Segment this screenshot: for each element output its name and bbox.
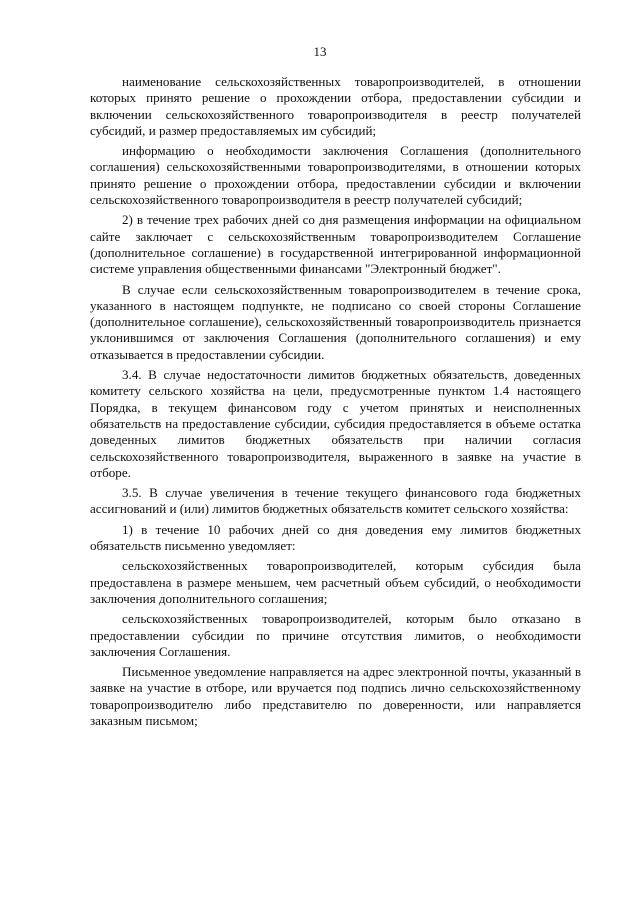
paragraph: 3.5. В случае увеличения в течение текущего финансового года бюджетных ассигнований и (или) лимитов бюджетных обязательств комитет сельского хозяйства:	[90, 485, 581, 517]
paragraph: 3.4. В случае недостаточности лимитов бюджетных обязательств, доведенных комитету сельского хозяйства на цели, предусмотренные пунктом 1.4 настоящего Порядка, в текущем финансовом году с учетом принятых и неисполненных обязательств на предоставление субсидии, субсидия предоставляется в объеме остатка доведенных лимитов бюджетных обязательств при наличии согласия сельскохозяйственного товаропроизводителя, выраженного в заявке на участие в отборе.	[90, 367, 581, 480]
page-number: 13	[313, 44, 327, 59]
paragraph: наименование сельскохозяйственных товаропроизводителей, в отношении которых принято решение о прохождении отбора, предоставлении субсидии и включении сельскохозяйственного товаропроизводителя в реестр получателей субсидий, и размер предоставляемых им субсидий;	[90, 74, 581, 138]
paragraph: информацию о необходимости заключения Соглашения (дополнительного соглашения) сельскохозяйственными товаропроизводителями, в отношении которых принято решение о прохождении отбора, предоставлении субсидии и включении сельскохозяйственного товаропроизводителя в реестр получателей субсидий;	[90, 143, 581, 208]
paragraph: В случае если сельскохозяйственным товаропроизводителем в течение срока, указанного в настоящем подпункте, не подписано со своей стороны Соглашение (дополнительное соглашение), сельскохозяйственный товаропроизводитель признается уклонившимся от заключения Соглашения (дополнительного соглашения) и ему отказывается в предоставлении субсидии.	[90, 281, 581, 362]
paragraph: сельскохозяйственных товаропроизводителей, которым субсидия была предоставлена в размере меньшем, чем расчетный объем субсидий, о необходимости заключения дополнительного соглашения;	[90, 558, 581, 606]
paragraph: сельскохозяйственных товаропроизводителей, которым было отказано в предоставлении субсидии по причине отсутствия лимитов, о необходимости заключения Соглашения.	[90, 611, 581, 659]
paragraph: Письменное уведомление направляется на адрес электронной почты, указанный в заявке на участие в отборе, или вручается под подпись лично сельскохозяйственному товаропроизводителю либо представителю по доверенности, или направляется заказным письмом;	[90, 664, 581, 728]
paragraph: 2) в течение трех рабочих дней со дня размещения информации на официальном сайте заключает с сельскохозяйственным товаропроизводителем Соглашение (дополнительное соглашение) в государственной интегрированной информационной системе управления общественными финансами "Электронный бюджет".	[90, 212, 581, 277]
paragraph: 1) в течение 10 рабочих дней со дня доведения ему лимитов бюджетных обязательств письменно уведомляет:	[90, 521, 581, 554]
document-body	[90, 74, 581, 733]
